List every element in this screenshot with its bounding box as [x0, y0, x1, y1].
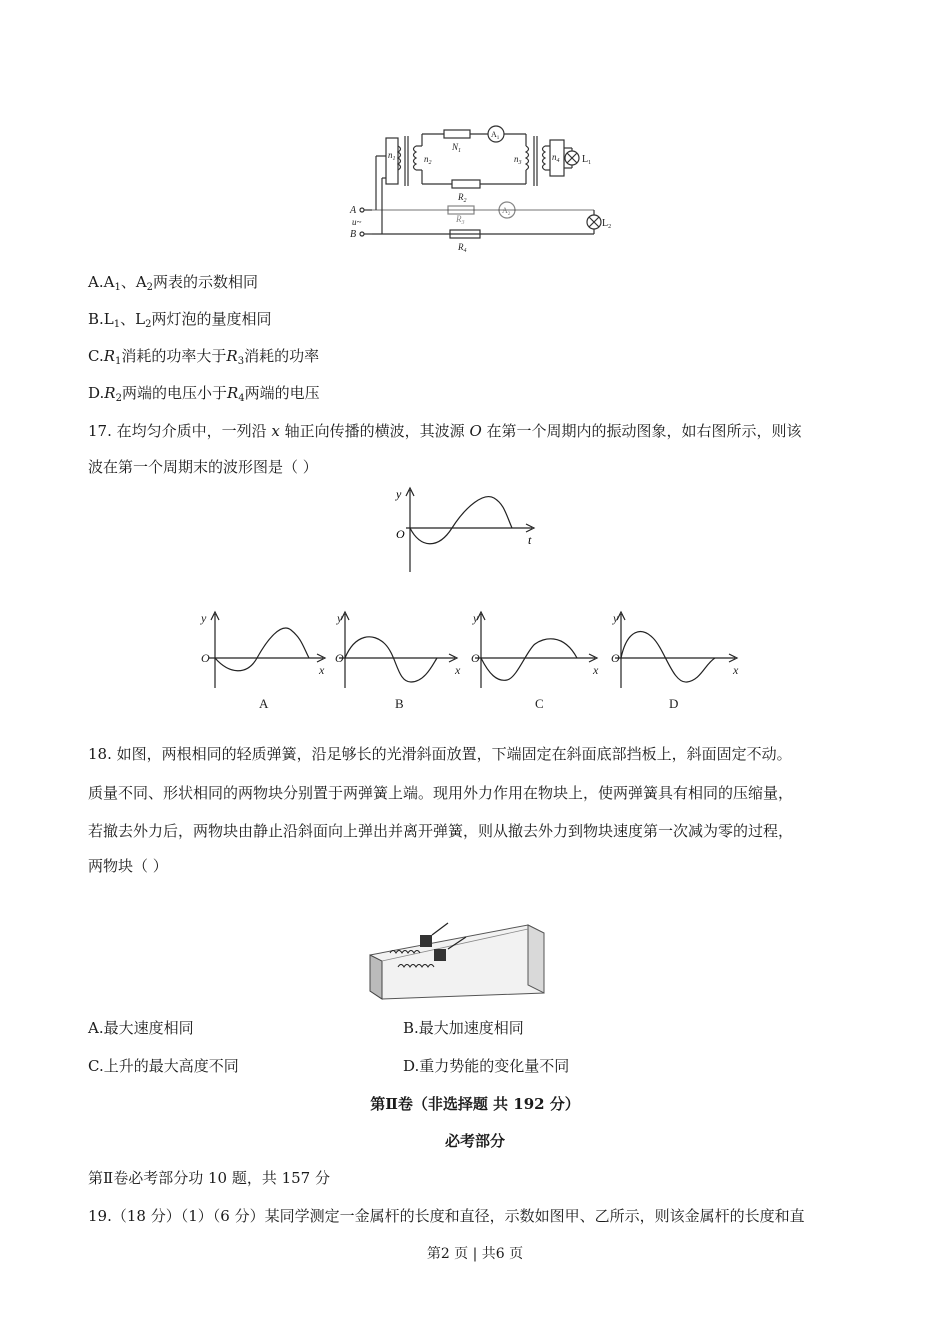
- label-l2: $L_2$: [602, 218, 612, 230]
- graph-d: [615, 612, 737, 688]
- q17-text-line1: 17. 在均匀介质中，一列沿 x 轴正向传播的横波，其波源 O 在第一个周期内的振动图象，如右图所示，则该: [88, 422, 802, 440]
- page-footer: 第2 页 | 共6 页: [426, 1246, 524, 1262]
- q16-option-b: $B.L_1$、$L_2$两灯泡的量度相同: [88, 310, 272, 330]
- q18-text-line2: 质量不同、形状相同的两物块分别置于两弹簧上端。现用外力作用在物块上，使两弹簧具有相同的压缩量，: [88, 784, 794, 802]
- svg-text:y: y: [337, 611, 343, 625]
- label-n1: $n_1$: [388, 150, 396, 162]
- q18-option-c: C.上升的最大高度不同: [88, 1057, 239, 1075]
- circuit-diagram: [350, 126, 610, 256]
- svg-text:x: x: [319, 663, 325, 677]
- graph-a: [209, 612, 325, 688]
- q17-vibration-graph: [390, 484, 550, 576]
- choice-label-c: C: [535, 696, 544, 711]
- label-n4: $n_4$: [552, 152, 560, 164]
- graph-b: [339, 612, 457, 688]
- svg-text:O: O: [201, 651, 210, 665]
- q17-choice-graphs: [195, 608, 755, 718]
- label-r3: $R_3$: [456, 214, 465, 226]
- svg-text:y: y: [201, 611, 207, 625]
- q18-text-line4: 两物块（ ）: [88, 857, 168, 875]
- section2-title: 第Ⅱ卷（非选择题 共 192 分）: [370, 1095, 580, 1113]
- q19-text: 19.（18 分）（1）（6 分）某同学测定一金属杆的长度和直径，示数如图甲、乙所示，则该金属杆的长度和直: [88, 1207, 805, 1225]
- q16-option-a: $A.A_1$、$A_2$两表的示数相同: [88, 273, 259, 293]
- label-r4: $R_4$: [458, 242, 467, 254]
- label-r1: $N_1$: [452, 142, 462, 154]
- graph-c: [475, 612, 597, 688]
- main-t-label: t: [528, 533, 532, 547]
- svg-text:O: O: [335, 651, 344, 665]
- q17-text-line2: 波在第一个周期末的波形图是（ ）: [88, 458, 318, 476]
- svg-text:x: x: [593, 663, 599, 677]
- q16-option-c: $C.R_1$消耗的功率大于$R_3$消耗的功率: [88, 347, 320, 367]
- svg-text:y: y: [473, 611, 479, 625]
- q18-text-line3: 若撤去外力后，两物块由静止沿斜面向上弹出并离开弹簧，则从撤去外力到物块速度第一次减为零的过程，: [88, 822, 794, 840]
- choice-label-a: A: [259, 696, 269, 711]
- svg-text:x: x: [733, 663, 739, 677]
- main-y-label: y: [396, 487, 402, 501]
- section2-note: 第Ⅱ卷必考部分功 10 题，共 157 分: [88, 1169, 330, 1187]
- label-terminal-a: A: [350, 205, 357, 216]
- label-n3: $n_3$: [514, 154, 522, 166]
- label-a1: $A_1$: [491, 130, 500, 141]
- q18-option-b: B.最大加速度相同: [403, 1019, 524, 1037]
- choice-label-b: B: [395, 696, 404, 711]
- label-a2: $A_2$: [502, 206, 511, 217]
- svg-text:x: x: [455, 663, 461, 677]
- q18-option-d: D.重力势能的变化量不同: [403, 1057, 570, 1075]
- q16-option-d: $D.R_2$两端的电压小于$R_4$两端的电压: [88, 384, 320, 404]
- choice-label-d: D: [669, 696, 679, 711]
- label-n2: $n_2$: [424, 154, 432, 166]
- svg-text:O: O: [471, 651, 480, 665]
- section2-subtitle: 必考部分: [444, 1132, 505, 1150]
- incline-springs-figure: [368, 905, 548, 1005]
- main-o-label: O: [396, 527, 405, 541]
- q18-text-line1: 18. 如图，两根相同的轻质弹簧，沿足够长的光滑斜面放置，下端固定在斜面底部挡板上，斜面固定不动。: [88, 745, 792, 763]
- label-terminal-b: B: [350, 229, 357, 240]
- label-r2: $R_2$: [458, 192, 467, 204]
- label-source: u~: [352, 217, 362, 227]
- label-l1: $L_1$: [582, 154, 592, 166]
- svg-text:O: O: [611, 651, 620, 665]
- svg-text:y: y: [613, 611, 619, 625]
- q18-option-a: A.最大速度相同: [88, 1019, 194, 1037]
